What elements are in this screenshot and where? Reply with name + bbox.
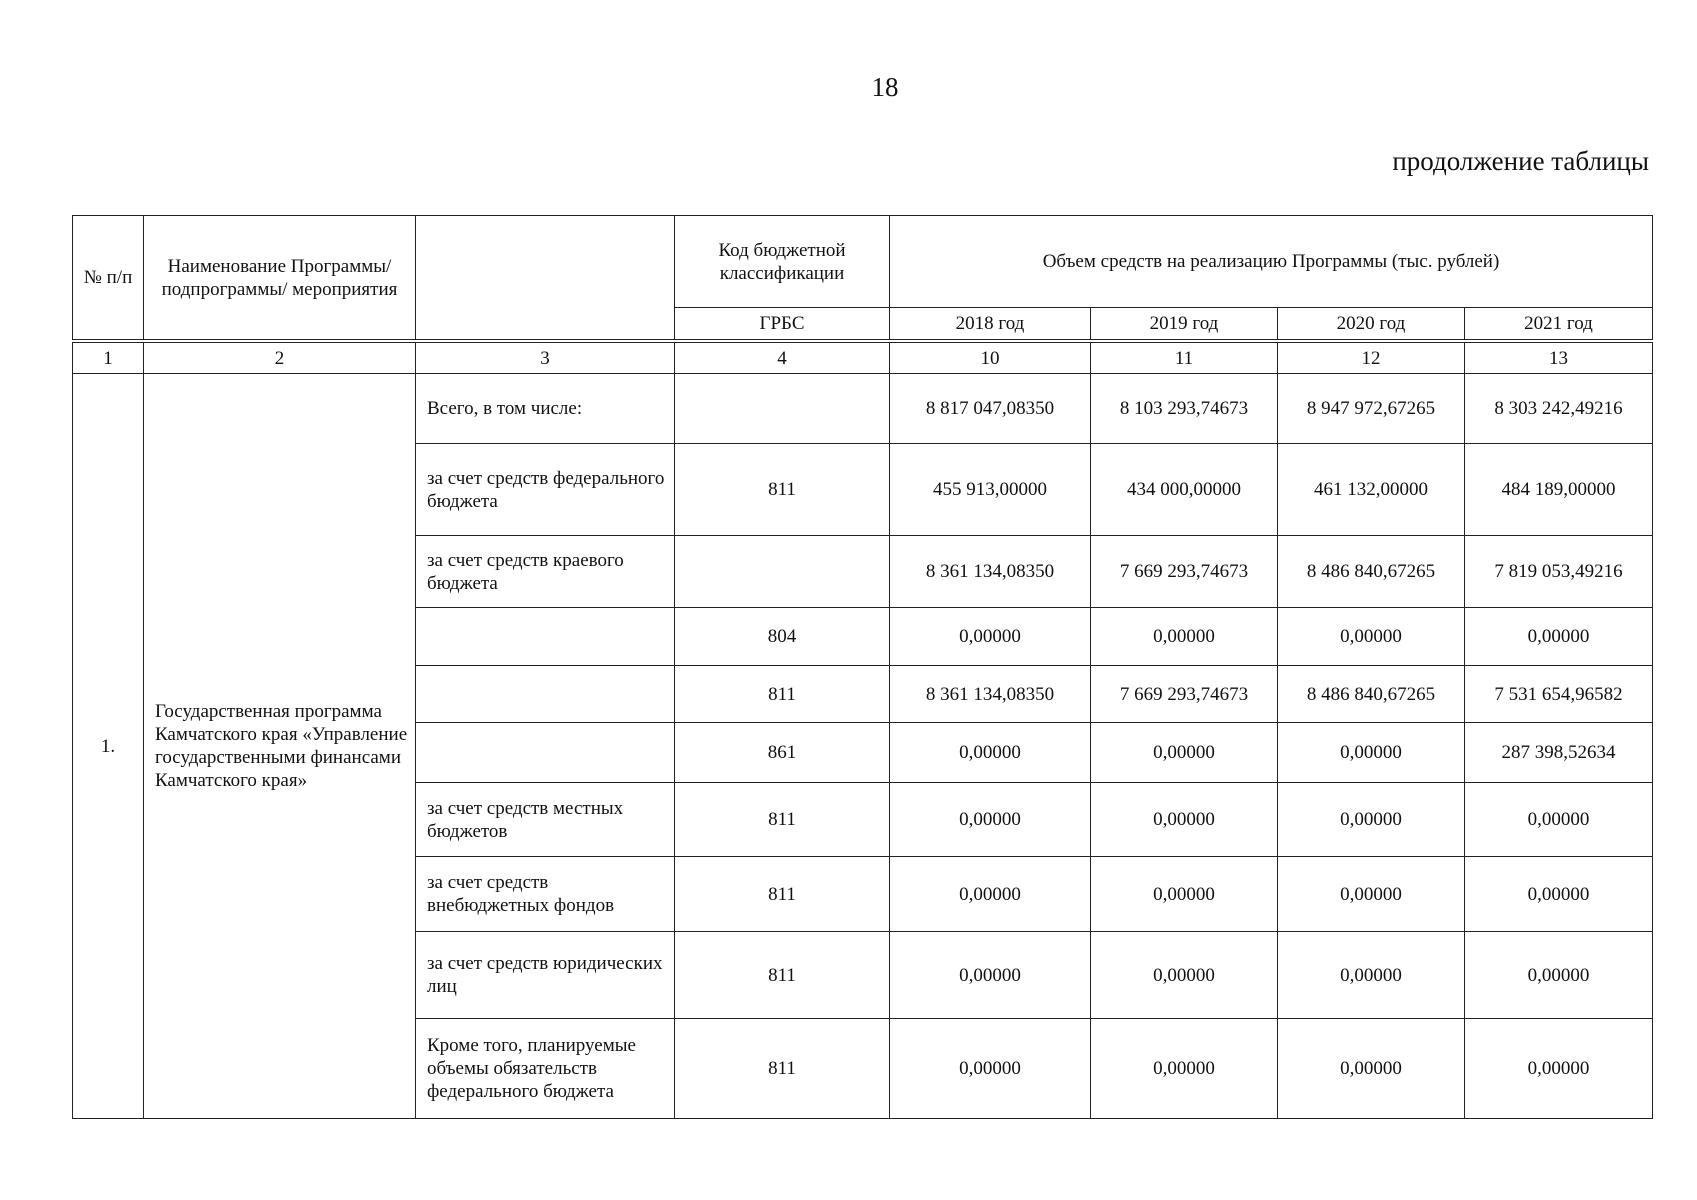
row-value: 0,00000 (1465, 1019, 1653, 1119)
budget-table (72, 215, 1653, 1119)
row-label: за счет средств юридических лиц (416, 932, 675, 1019)
row-code: 811 (675, 666, 890, 723)
row-value: 0,00000 (890, 932, 1091, 1019)
header-year: 2019 год (1091, 308, 1278, 342)
column-number: 4 (675, 341, 890, 374)
column-number: 12 (1278, 341, 1465, 374)
row-label (416, 666, 675, 723)
row-value: 0,00000 (1465, 857, 1653, 932)
table-row (73, 374, 1653, 444)
row-value: 0,00000 (1091, 783, 1278, 857)
row-code: 861 (675, 723, 890, 783)
column-number: 3 (416, 341, 675, 374)
row-code: 811 (675, 444, 890, 536)
row-code: 811 (675, 783, 890, 857)
row-value: 8 947 972,67265 (1278, 374, 1465, 444)
row-code: 811 (675, 857, 890, 932)
column-number: 11 (1091, 341, 1278, 374)
row-label (416, 723, 675, 783)
row-value: 455 913,00000 (890, 444, 1091, 536)
row-value: 8 361 134,08350 (890, 666, 1091, 723)
row-value: 0,00000 (890, 608, 1091, 666)
row-label: Всего, в том числе: (416, 374, 675, 444)
program-name: Государственная программа Камчатского края «Управление государственными финансами Камчатского края» (144, 374, 416, 1119)
header-year: 2020 год (1278, 308, 1465, 342)
row-value: 0,00000 (890, 857, 1091, 932)
row-value: 8 817 047,08350 (890, 374, 1091, 444)
header-grbs: ГРБС (675, 308, 890, 342)
row-value: 0,00000 (1465, 608, 1653, 666)
row-label: за счет средств внебюджетных фондов (416, 857, 675, 932)
row-value: 0,00000 (1278, 932, 1465, 1019)
row-value: 0,00000 (890, 723, 1091, 783)
column-number: 10 (890, 341, 1091, 374)
row-value: 0,00000 (1278, 1019, 1465, 1119)
row-code: 811 (675, 1019, 890, 1119)
header-number: № п/п (73, 216, 144, 342)
row-value: 8 303 242,49216 (1465, 374, 1653, 444)
row-value: 8 103 293,74673 (1091, 374, 1278, 444)
column-number-row (73, 341, 1653, 374)
header-budget-code: Код бюджетной классификации (675, 216, 890, 308)
row-value: 0,00000 (890, 1019, 1091, 1119)
row-label: за счет средств местных бюджетов (416, 783, 675, 857)
row-value: 0,00000 (1465, 783, 1653, 857)
row-value: 0,00000 (1091, 932, 1278, 1019)
row-code (675, 374, 890, 444)
header-funding-volume: Объем средств на реализацию Программы (тыс. рублей) (890, 216, 1653, 308)
row-value: 484 189,00000 (1465, 444, 1653, 536)
row-label (416, 608, 675, 666)
header-program-name: Наименование Программы/ подпрограммы/ мероприятия (144, 216, 416, 342)
row-value: 8 486 840,67265 (1278, 666, 1465, 723)
column-number: 13 (1465, 341, 1653, 374)
row-value: 7 669 293,74673 (1091, 536, 1278, 608)
row-code (675, 536, 890, 608)
row-value: 0,00000 (1091, 723, 1278, 783)
row-value: 287 398,52634 (1465, 723, 1653, 783)
program-number: 1. (73, 374, 144, 1119)
row-value: 8 361 134,08350 (890, 536, 1091, 608)
row-code: 804 (675, 608, 890, 666)
row-value: 0,00000 (1278, 857, 1465, 932)
row-label: за счет средств федерального бюджета (416, 444, 675, 536)
row-value: 0,00000 (1091, 857, 1278, 932)
column-number: 2 (144, 341, 416, 374)
row-value: 0,00000 (1278, 723, 1465, 783)
row-value: 0,00000 (890, 783, 1091, 857)
row-value: 8 486 840,67265 (1278, 536, 1465, 608)
row-value: 0,00000 (1091, 1019, 1278, 1119)
row-value: 7 819 053,49216 (1465, 536, 1653, 608)
row-label: Кроме того, планируемые объемы обязательств федерального бюджета (416, 1019, 675, 1119)
row-value: 0,00000 (1278, 608, 1465, 666)
row-value: 434 000,00000 (1091, 444, 1278, 536)
column-number: 1 (73, 341, 144, 374)
row-code: 811 (675, 932, 890, 1019)
header-year: 2021 год (1465, 308, 1653, 342)
page-number: 18 (871, 72, 899, 102)
row-value: 0,00000 (1091, 608, 1278, 666)
header-year: 2018 год (890, 308, 1091, 342)
header-funding-source (416, 216, 675, 342)
row-value: 7 669 293,74673 (1091, 666, 1278, 723)
row-value: 0,00000 (1278, 783, 1465, 857)
row-value: 0,00000 (1465, 932, 1653, 1019)
row-value: 7 531 654,96582 (1465, 666, 1653, 723)
header-row (73, 216, 1653, 308)
row-value: 461 132,00000 (1278, 444, 1465, 536)
table-continuation-label: продолжение таблицы (1392, 146, 1649, 176)
row-label: за счет средств краевого бюджета (416, 536, 675, 608)
